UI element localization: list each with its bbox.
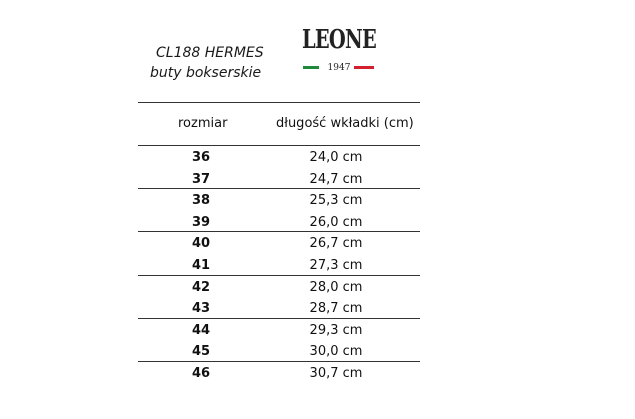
length-cell: 29,3 cm [309,322,363,338]
size-cell: 42 [191,279,211,295]
table-row [138,168,420,190]
length-cell: 30,7 cm [309,365,363,381]
table-row [138,146,420,168]
length-cell: 26,7 cm [309,236,363,252]
length-cell: 24,7 cm [309,171,363,187]
leone-logo [300,8,378,80]
length-cell: 30,0 cm [309,344,363,360]
logo-stripe-green [303,66,319,69]
size-table [138,102,420,384]
table-row [138,211,420,233]
table-row [138,297,420,319]
table-row [138,276,420,298]
logo-brand-text: LEONE [302,25,377,55]
table-header [138,102,420,146]
size-cell: 38 [191,193,211,209]
length-cell: 26,0 cm [309,214,363,230]
table-row [138,232,420,254]
length-column-header: długość wkładki (cm) [276,116,414,131]
logo-year-text: 1947 [327,63,351,73]
table-row [138,254,420,276]
size-cell: 45 [191,344,211,360]
table-body [138,146,420,384]
length-cell: 28,0 cm [309,279,363,295]
size-cell: 41 [191,257,211,273]
product-title: CL188 HERMES [156,45,264,61]
logo-stripe-red [354,66,374,69]
length-cell: 24,0 cm [309,150,363,165]
table-row [138,189,420,211]
logo-stripe-white [319,66,325,69]
size-cell: 40 [191,236,211,252]
size-cell: 43 [191,301,211,317]
size-cell: 39 [191,214,211,230]
table-row [138,340,420,362]
length-cell: 28,7 cm [309,301,363,317]
length-cell: 27,3 cm [309,257,363,273]
size-cell: 44 [191,322,211,338]
product-subtitle: buty bokserskie [150,65,262,81]
size-cell: 36 [191,150,211,165]
table-row [138,362,420,384]
table-row [138,319,420,341]
size-column-header: rozmiar [178,116,228,131]
length-cell: 25,3 cm [309,193,363,209]
size-cell: 46 [191,365,211,381]
size-cell: 37 [191,171,211,187]
